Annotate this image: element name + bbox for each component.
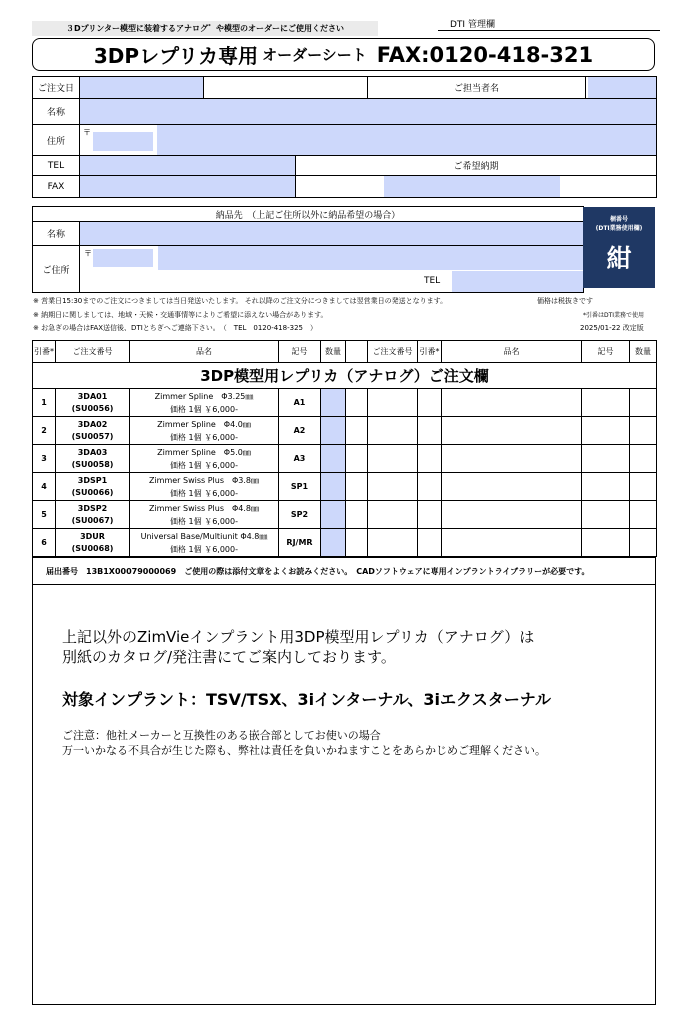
col-symbol-header: 記号 [279, 341, 321, 363]
delivery-tel-field[interactable] [452, 271, 584, 292]
delivery-postal-field[interactable] [93, 249, 153, 267]
product-code: 3DSP1 [77, 475, 108, 485]
order-no-field[interactable] [368, 445, 418, 473]
product-code: 3DA01 [77, 391, 108, 401]
ref-field [418, 501, 442, 529]
postal-code-field[interactable] [93, 132, 153, 151]
blank-cell [346, 389, 368, 417]
address-label: 住所 [33, 125, 80, 156]
due-label: ご希望納期 [296, 156, 657, 176]
product-name-cell [130, 473, 279, 501]
order-row [33, 529, 657, 557]
product-name-cell [130, 389, 279, 417]
product-field[interactable] [442, 445, 582, 473]
delivery-heading: 納品先 （上記ご住所以外に納品希望の場合） [33, 207, 584, 222]
product-code-sub: (SU0058) [71, 459, 114, 469]
col-product-header: 品名 [130, 341, 279, 363]
order-date-field[interactable] [80, 77, 204, 98]
ref-field [418, 445, 442, 473]
order-no-field[interactable] [368, 389, 418, 417]
quantity-field-2[interactable] [630, 445, 657, 473]
name-field[interactable] [80, 99, 657, 125]
product-code-cell [56, 529, 130, 557]
quantity-field-2[interactable] [630, 473, 657, 501]
symbol-field[interactable] [582, 529, 630, 557]
ref-field [418, 389, 442, 417]
order-row [33, 445, 657, 473]
product-field[interactable] [442, 389, 582, 417]
ref-field [418, 417, 442, 445]
staff-field[interactable] [588, 77, 656, 98]
product-symbol: SP1 [279, 473, 321, 501]
order-date-label: ご注文日 [33, 77, 80, 99]
quantity-field-2[interactable] [630, 389, 657, 417]
col-symbol-header-2: 記号 [582, 341, 630, 363]
note-2-right: *引番はDTI業務で使用 [583, 312, 645, 319]
note-1-right: 価格は税抜きです [537, 297, 593, 305]
blank-cell [346, 473, 368, 501]
usage-note: ３Dプリンター模型に装着するアナログ゛や模型のオーダーにご使用ください [32, 21, 378, 36]
col-qty-header-2: 数量 [630, 341, 657, 363]
product-code-cell [56, 389, 130, 417]
target-implants: 対象インプラント：TSV/TSX、3iインターナル、3iエクスターナル [62, 690, 551, 709]
product-code-sub: (SU0066) [71, 487, 114, 497]
delivery-postal-mark: 〒 [84, 249, 92, 258]
quantity-field-2[interactable] [630, 417, 657, 445]
product-code: 3DA02 [77, 419, 108, 429]
quantity-field-2[interactable] [630, 501, 657, 529]
row-number: 5 [33, 501, 56, 529]
caution-line-1: ご注意：他社メーカーと互換性のある嵌合部としてお使いの場合 [62, 729, 381, 742]
delivery-address-field[interactable] [158, 246, 584, 270]
order-table [32, 340, 657, 557]
product-symbol: A2 [279, 417, 321, 445]
row-number: 3 [33, 445, 56, 473]
blank-cell [346, 501, 368, 529]
quantity-field-2[interactable] [630, 529, 657, 557]
blank-cell [346, 529, 368, 557]
note-3: ※ お急ぎの場合はFAX送信後、DTIとちぎへご連絡下さい。 （ TEL 0120-418-325 ） [33, 324, 317, 332]
product-name-cell [130, 501, 279, 529]
symbol-field[interactable] [582, 473, 630, 501]
product-code: 3DA03 [77, 447, 108, 457]
symbol-field[interactable] [582, 445, 630, 473]
caution-text [62, 728, 546, 758]
dti-admin-label: DTI 管理欄 [438, 17, 660, 31]
product-symbol: A3 [279, 445, 321, 473]
tel-label: TEL [33, 156, 80, 176]
info-line-1: 上記以外のZimVieインプラント用3DP模型用レプリカ（アナログ）は [62, 628, 535, 646]
delivery-tel-label: TEL [424, 276, 441, 286]
row-number: 4 [33, 473, 56, 501]
product-name: Universal Base/Multiunit Φ4.8㎜ [140, 531, 268, 541]
quantity-field[interactable] [321, 445, 346, 473]
product-price: 価格 1個 ￥6,000- [170, 432, 238, 442]
staff-label: ご担当者名 [368, 77, 586, 99]
product-name: Zimmer Spline Φ4.0㎜ [157, 419, 251, 429]
note-2: ※ 納期日に関しましては、地域・天候・交通事情等によりご希望に添えない場合があります。 [33, 311, 328, 319]
product-price: 価格 1個 ￥6,000- [170, 544, 238, 554]
product-code-sub: (SU0057) [71, 431, 114, 441]
note-1: ※ 営業日15:30までのご注文につきましては当日発送いたします。 それ以降のご注文分につきましては翌営業日の発送となります。 [33, 297, 448, 305]
product-price: 価格 1個 ￥6,000- [170, 404, 238, 414]
due-date-field[interactable] [384, 176, 560, 197]
product-field[interactable] [442, 417, 582, 445]
product-code-sub: (SU0067) [71, 515, 114, 525]
product-code: 3DUR [80, 531, 105, 541]
symbol-field[interactable] [582, 417, 630, 445]
note-3-right: 2025/01-22 改定版 [580, 324, 644, 332]
ref-field [418, 473, 442, 501]
product-field[interactable] [442, 473, 582, 501]
product-name-cell [130, 445, 279, 473]
row-number: 6 [33, 529, 56, 557]
product-code-cell [56, 417, 130, 445]
symbol-field[interactable] [582, 389, 630, 417]
product-symbol: SP2 [279, 501, 321, 529]
blank-cell [346, 445, 368, 473]
product-name-cell [130, 529, 279, 557]
product-name: Zimmer Spline Φ5.0㎜ [157, 447, 251, 457]
symbol-field[interactable] [582, 501, 630, 529]
product-symbol: RJ/MR [279, 529, 321, 557]
order-no-field[interactable] [368, 501, 418, 529]
order-no-field[interactable] [368, 417, 418, 445]
caution-line-2: 万一いかなる不具合が生じた際も、弊社は責任を負いかねますことをあらかじめご理解ください。 [62, 744, 546, 757]
info-text [62, 627, 534, 667]
title-main: 3DPレプリカ専用 [93, 44, 259, 68]
delivery-form [32, 206, 584, 293]
orderer-form [32, 76, 657, 198]
quantity-field[interactable] [321, 529, 346, 557]
box-char: 紺 [606, 244, 632, 273]
ref-field [418, 529, 442, 557]
product-name: Zimmer Swiss Plus Φ3.8㎜ [148, 475, 260, 485]
product-code-sub: (SU0056) [71, 403, 114, 413]
order-row [33, 473, 657, 501]
fax-label: FAX [33, 176, 80, 198]
quantity-field[interactable] [321, 417, 346, 445]
quantity-field[interactable] [321, 473, 346, 501]
title-fax: FAX:0120-418-321 [376, 42, 594, 67]
row-number: 1 [33, 389, 56, 417]
order-table-title: 3DP模型用レプリカ（アナログ）ご注文欄 [33, 363, 657, 389]
delivery-name-label: 名称 [33, 222, 80, 246]
product-code-cell [56, 501, 130, 529]
col-ref-header: 引番* [33, 341, 56, 363]
order-no-field[interactable] [368, 529, 418, 557]
product-field[interactable] [442, 501, 582, 529]
product-field[interactable] [442, 529, 582, 557]
col-order-no-header: ご注文番号 [56, 341, 130, 363]
product-code-cell [56, 445, 130, 473]
order-row [33, 501, 657, 529]
box-number-label: 梱番号 [609, 216, 628, 223]
col-order-no-header-2: ご注文番号 [368, 341, 418, 363]
order-no-field[interactable] [368, 473, 418, 501]
product-name-cell [130, 417, 279, 445]
row-number: 2 [33, 417, 56, 445]
product-price: 価格 1個 ￥6,000- [170, 460, 238, 470]
box-number-sublabel: (DTI業務使用欄) [595, 225, 643, 232]
col-qty-header: 数量 [321, 341, 346, 363]
registration-note: 届出番号 13B1X00079000069 ご使用の際は添付文章をよくお読みください。 CADソフトウェアに専用インプラントライブラリーが必要です。 [32, 557, 656, 585]
title-sub: オーダーシート [262, 46, 367, 64]
product-name: Zimmer Swiss Plus Φ4.8㎜ [148, 503, 260, 513]
product-symbol: A1 [279, 389, 321, 417]
page-title [32, 38, 655, 71]
product-code: 3DSP2 [77, 503, 108, 513]
product-price: 価格 1個 ￥6,000- [170, 516, 238, 526]
col-product-header-2: 品名 [442, 341, 582, 363]
info-line-2: 別紙のカタログ/発注書にてご案内しております。 [62, 648, 396, 666]
address-field[interactable] [157, 125, 656, 155]
name-label: 名称 [33, 99, 80, 125]
product-code-sub: (SU0068) [71, 543, 114, 553]
blank-cell [346, 417, 368, 445]
quantity-field[interactable] [321, 501, 346, 529]
tel-field[interactable] [80, 156, 296, 176]
order-row [33, 417, 657, 445]
product-code-cell [56, 473, 130, 501]
delivery-name-field[interactable] [80, 222, 584, 246]
quantity-field[interactable] [321, 389, 346, 417]
order-row [33, 389, 657, 417]
product-price: 価格 1個 ￥6,000- [170, 488, 238, 498]
fax-field[interactable] [80, 176, 296, 198]
col-ref-header-2: 引番* [418, 341, 442, 363]
product-name: Zimmer Spline Φ3.25㎜ [154, 391, 254, 401]
box-number-panel [583, 207, 655, 288]
delivery-address-label: ご住所 [33, 246, 80, 293]
postal-mark: 〒 [83, 128, 91, 137]
